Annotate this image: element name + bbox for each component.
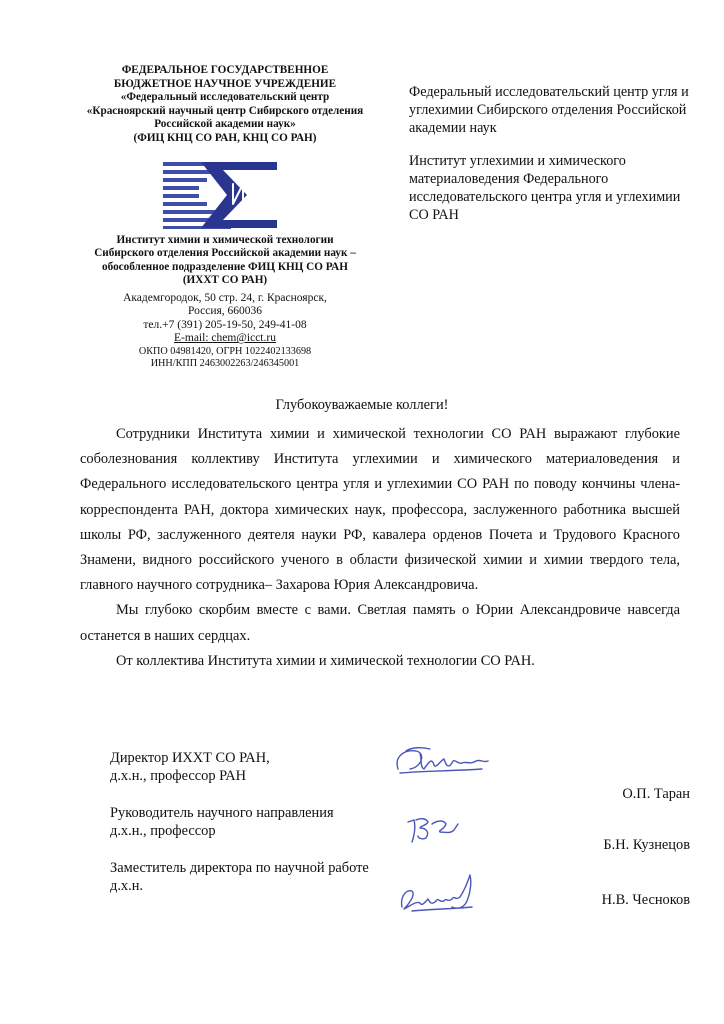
institute-name: [60, 234, 390, 288]
signature-block: [110, 804, 690, 853]
addressee-paragraph: Федеральный исследовательский центр угля и углехимии Сибирского отделения Российской академии наук: [409, 84, 689, 136]
letter-body: [80, 422, 680, 674]
org-line: ФЕДЕРАЛЬНОЕ ГОСУДАРСТВЕННОЕ: [121, 64, 329, 76]
salutation: Глубокоуважаемые коллеги!: [275, 397, 449, 413]
handwritten-signature: [392, 871, 482, 915]
org-line: «Красноярский научный центр Сибирского отделения: [86, 104, 364, 117]
code-line: ОКПО 04981420, ОГРН 1022402133698: [138, 345, 312, 357]
logo-text: ИХХТ: [163, 159, 166, 161]
role-line: Заместитель директора по научной работе: [110, 860, 369, 876]
institute-line: (ИХХТ СО РАН): [182, 274, 268, 287]
registration-codes: [60, 346, 390, 371]
org-line: «Федеральный исследовательский центр: [120, 91, 330, 104]
institute-line: Институт химии и химической технологии: [116, 233, 334, 246]
body-paragraph: Сотрудники Института химии и химической технологии СО РАН выражают глубокие соболезнования коллективу Института углехимии и химического материаловедения и Федерального исследовательского центра угля и углехимии СО РАН по поводу кончины члена-корреспондента РАН, доктора химических наук, профессора, заслуженного работника высшей школы РФ, заслуженного деятеля науки РФ, кавалера орденов Почета и Трудового Красного Знамени, видного российского ученого в области физической химии и химии твердого тела, главного научного сотрудника– Захарова Юрия Александровича.: [80, 426, 680, 594]
signature-block: [110, 859, 690, 908]
role-line: д.х.н., профессор: [110, 823, 216, 839]
code-line: ИНН/КПП 2463002263/246345001: [150, 357, 300, 369]
signer-role: [110, 804, 690, 840]
addressee-paragraph: Институт углехимии и химического материаловедения Федерального исследовательского центра угля и углехимии СО РАН: [409, 153, 681, 223]
role-line: д.х.н.: [110, 878, 144, 894]
email-link[interactable]: E-mail: chem@icct.ru: [174, 332, 276, 345]
signer-name: Б.Н. Кузнецов: [603, 837, 690, 853]
institute-logo: [163, 160, 287, 230]
signer-name: Н.В. Чесноков: [601, 892, 690, 908]
addressee-block: [409, 84, 699, 241]
role-line: д.х.н., профессор РАН: [110, 768, 247, 784]
org-line: БЮДЖЕТНОЕ НАУЧНОЕ УЧРЕЖДЕНИЕ: [113, 77, 337, 90]
org-line: Российской академии наук»: [154, 118, 296, 131]
body-paragraph: Мы глубоко скорбим вместе с вами. Светлая память о Юрии Александровиче навсегда останется в наших сердцах.: [80, 602, 680, 644]
signature-block: [110, 749, 690, 802]
address-line: Академгородок, 50 стр. 24, г. Красноярск,: [123, 291, 327, 304]
signer-name: О.П. Таран: [622, 786, 690, 802]
body-paragraph: От коллектива Института химии и химической технологии СО РАН.: [116, 652, 535, 669]
institute-address: [60, 292, 390, 346]
handwritten-signature: [404, 812, 464, 846]
institute-line: Сибирского отделения Российской академии наук –: [94, 247, 356, 260]
role-line: Руководитель научного направления: [110, 805, 334, 821]
institute-line: обособленное подразделение ФИЦ КНЦ СО РАН: [102, 260, 348, 273]
organization-name: [60, 64, 390, 146]
handwritten-signature: [392, 743, 492, 779]
letterhead: [60, 64, 390, 370]
role-line: Директор ИХХТ СО РАН,: [110, 750, 270, 766]
address-line: Россия, 660036: [187, 305, 263, 318]
org-line: (ФИЦ КНЦ СО РАН, КНЦ СО РАН): [133, 131, 317, 144]
phone-line: тел.+7 (391) 205-19-50, 249-41-08: [143, 318, 307, 331]
